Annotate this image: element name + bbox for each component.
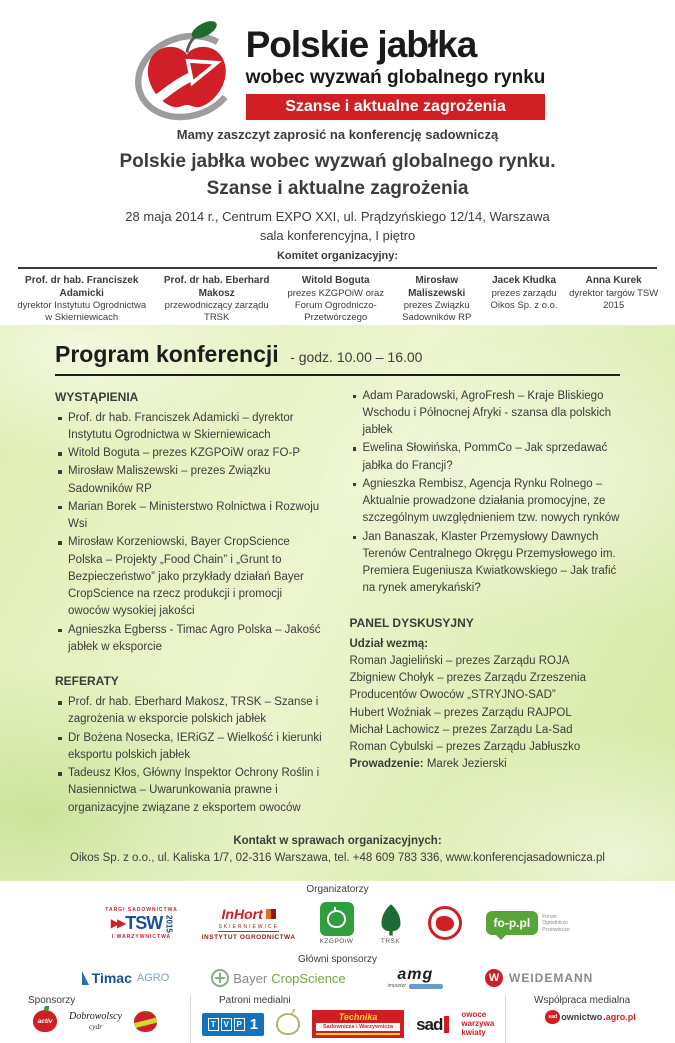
tsw-name: TSW — [125, 912, 163, 933]
media-label: Współpraca medialna — [534, 995, 631, 1007]
program-time: - godz. 10.00 – 16.00 — [290, 348, 423, 365]
member-name: Prof. dr hab. Eberhard Makosz — [163, 275, 270, 299]
technika-sadownicza-logo — [312, 1010, 404, 1038]
tsw-2015-logo — [105, 907, 177, 940]
brand-banner: Szanse i aktualne zagrożenia — [246, 94, 546, 120]
tsw-year: 2015 — [164, 914, 174, 933]
amg-logo — [388, 967, 443, 989]
program-columns — [55, 388, 620, 833]
weidemann-name: WEIDEMANN — [509, 971, 594, 986]
contact-block — [0, 833, 675, 882]
trsk-logo — [378, 902, 404, 945]
bayer-name: Bayer — [233, 970, 268, 986]
member-name: Mirosław Maliszewski — [408, 275, 466, 299]
patrons-label: Patroni medialni — [219, 995, 291, 1007]
inhort-squares-icon — [266, 909, 276, 919]
dobrowolscy-cydr-logo — [69, 1011, 122, 1031]
sad-name: sad — [416, 1014, 443, 1034]
weidemann-w-icon: W — [485, 969, 503, 987]
sad-magazine-logo — [416, 1016, 449, 1033]
tvp-letter: V — [221, 1018, 232, 1031]
trsk-tree-icon — [378, 902, 404, 936]
agropl-middle: ownictwo — [561, 1012, 603, 1023]
tsw-arrows-icon: ▶▶ — [110, 916, 124, 931]
kzgpoiw-logo — [320, 902, 354, 945]
program-title: Program konferencji — [55, 340, 279, 367]
panel-participant: Zbigniew Chołyk – prezes Zarządu Zrzeszenia Producentów Owoców „STRYJNO-SAD” — [349, 672, 586, 702]
media-patrons-group — [190, 995, 505, 1043]
bayer-cross-icon — [211, 969, 229, 987]
apple-tape-logo-icon — [134, 1011, 157, 1032]
committee-member — [155, 275, 277, 325]
kzgpoiw-caption: KZGPOiW — [319, 937, 354, 945]
panel-participant: Michał Lachowicz – prezes Zarządu La-Sad — [349, 723, 573, 736]
tsw-top-text: TARGI SADOWNICTWA — [105, 906, 178, 913]
wystapienia-heading: WYSTĄPIENIA — [55, 389, 139, 404]
organizers-row — [0, 895, 675, 951]
inhort-name: InHort — [221, 905, 263, 922]
member-name: Witold Boguta — [301, 275, 370, 286]
invitation-subtitle: Szanse i aktualne zagrożenia — [206, 178, 469, 200]
technika-name: Technika — [338, 1012, 378, 1023]
program-header — [55, 341, 620, 376]
list-item: Marian Borek – Ministerstwo Rolnictwa i Rozwoju Wsi — [55, 499, 326, 534]
owk-line: kwiaty — [461, 1027, 486, 1037]
committee-member — [286, 275, 386, 325]
owk-line: warzywa — [461, 1019, 495, 1029]
bayer-cropscience-logo — [211, 969, 345, 987]
agropl-apple-icon: sad — [545, 1010, 560, 1024]
committee-member — [488, 275, 561, 325]
invitation-date-place: 28 maja 2014 r., Centrum EXPO XXI, ul. Prądzyńskiego 12/14, Warszawa — [125, 208, 550, 224]
committee-heading: Komitet organizacyjny: — [276, 250, 399, 262]
technika-strip-icon — [316, 1033, 400, 1035]
member-role: przewodniczący zarządu TRSK — [164, 300, 269, 324]
organizers-label: Organizatorzy — [306, 884, 369, 896]
host-name: Marek Jezierski — [426, 758, 507, 771]
amg-importer-text: importer — [387, 983, 407, 990]
brand-title: Polskie jabłka — [245, 24, 477, 65]
tvp1-logo — [202, 1013, 264, 1036]
list-item: Mirosław Maliszewski – prezes Związku Sadowników RP — [55, 463, 326, 498]
bayer-sub: CropScience — [271, 970, 346, 986]
amg-brand-bar-icon — [409, 984, 443, 989]
list-item: Agnieszka Rembisz, Agencja Rynku Rolnego – Aktualnie prowadzone działania promocyjne, ze szczególnym uwzględnieniem tzw. nowych rynków — [350, 476, 621, 528]
panel-participant: Roman Cybulski – prezes Zarządu Jabłuszko — [349, 741, 581, 754]
brand-subtitle: wobec wyzwań globalnego rynku — [245, 66, 546, 88]
member-role: prezes Związku Sadowników RP — [402, 300, 472, 324]
brand-text-block — [246, 26, 546, 120]
timac-sail-icon — [82, 971, 89, 985]
referaty-list — [55, 694, 326, 817]
invitation-intro: Mamy zaszczyt zaprosić na konferencję sadowniczą — [176, 127, 499, 142]
list-item: Witold Boguta – prezes KZGPOiW oraz FO-P — [55, 445, 326, 462]
right-list — [350, 388, 621, 598]
contact-details: Oikos Sp. z o.o., ul. Kaliska 1/7, 02-316 Warszawa, tel. +48 609 783 336, www.konferencjasadownicza.pl — [70, 852, 605, 865]
kzgpoiw-apple-icon — [320, 902, 354, 936]
sponsors-group — [0, 995, 190, 1043]
trsk-caption: TRSK — [380, 937, 401, 945]
panel-host — [350, 756, 621, 773]
program-right-column — [350, 388, 621, 833]
technika-sub: Sadownicza i Warzywnicza — [316, 1023, 400, 1031]
host-label: Prowadzenie: — [349, 758, 424, 771]
list-item: Mirosław Korzeniowski, Bayer CropScience Polska – Projekty „Food Chain” i „Grunt to Bezpieczeństwo” jako przykłady działań Bayer CropScience na rzecz produkcji i promocji owoców wysokiej jakości — [55, 534, 326, 620]
sad-red-bar-icon — [444, 1016, 449, 1033]
fop-caption: Forum Ogrodniczo Przetwórcze — [542, 914, 570, 933]
inhort-logo — [202, 906, 296, 941]
owoce-warzywa-kwiaty-logo — [461, 1011, 494, 1037]
main-sponsors-label: Główni sponsorzy — [298, 954, 377, 966]
committee-member — [16, 275, 147, 325]
sponsors-label: Sponsorzy — [28, 995, 76, 1007]
program-left-column — [55, 388, 326, 833]
main-sponsors-row — [0, 965, 675, 991]
footer-bottom-row — [0, 995, 675, 1043]
invitation-room: sala konferencyjna, I piętro — [259, 227, 416, 243]
green-apple-ring-logo-icon — [276, 1013, 300, 1035]
committee-member — [394, 275, 480, 325]
list-item: Tadeusz Kłos, Główny Inspektor Ochrony Roślin i Nasiennictwa – Uwarunkowania prawne i organizacyjne związane z eksportem owoców — [55, 765, 326, 817]
list-item: Agnieszka Egberss - Timac Agro Polska – Jakość jabłek w eksporcie — [55, 622, 326, 657]
list-item: Jan Banaszak, Klaster Przemysłowy Dawnych Terenów Centralnego Okręgu Przemysłowego im. Premiera Eugeniusza Kwiatkowskiego – Jak trafić na rynek amerykański? — [350, 529, 621, 598]
list-item: Adam Paradowski, AgroFresh – Kraje Bliskiego Wschodu i Północnej Afryki - szansa dla polskich jabłek — [350, 388, 621, 440]
amg-name: amg — [397, 966, 434, 984]
panel-subheading: Udział wezmą: — [349, 637, 429, 650]
agropl-suffix: .agro.pl — [603, 1012, 636, 1023]
tvp-letter: P — [234, 1018, 245, 1031]
media-cooperation-group — [505, 995, 675, 1043]
timac-name: Timac — [91, 970, 132, 987]
committee — [0, 226, 675, 325]
tvp-letter: T — [208, 1018, 219, 1031]
sadownictwo-agro-pl-logo — [545, 1010, 636, 1024]
zwiazek-sadownikow-rp-logo — [428, 906, 462, 940]
member-role: prezes KZGPOiW oraz Forum Ogrodniczo-Przetwórczego — [287, 287, 385, 324]
footer — [0, 881, 675, 1037]
panel-participant: Hubert Woźniak – prezes Zarządu RAJPOL — [349, 706, 572, 719]
apple-arrow-logo-icon — [130, 16, 240, 126]
invitation — [0, 126, 675, 243]
member-name: Prof. dr hab. Franciszek Adamicki — [25, 275, 139, 299]
referaty-heading: REFERATY — [55, 674, 119, 689]
list-item: Prof. dr hab. Franciszek Adamicki – dyrektor Instytutu Ogrodnictwa w Skierniewicach — [55, 410, 326, 445]
member-role: dyrektor targów TSW 2015 — [569, 287, 659, 311]
tvp-number: 1 — [249, 1015, 259, 1033]
panel-participant: Roman Jagieliński – prezes Zarządu ROJA — [349, 654, 570, 667]
list-item: Prof. dr hab. Eberhard Makosz, TRSK – Szanse i zagrożenia w eksporcie polskich jabłek — [55, 694, 326, 729]
activ-logo — [33, 1010, 57, 1032]
inhort-subtitle: INSTYTUT OGRODNICTWA — [201, 933, 296, 941]
member-name: Anna Kurek — [585, 275, 642, 286]
tsw-bottom-text: I WARZYWNICTWA — [111, 933, 172, 940]
header — [0, 0, 675, 126]
inhort-city: SKIERNIEWICE — [218, 923, 279, 930]
activ-name: activ — [37, 1017, 53, 1025]
member-name: Jacek Kłudka — [492, 275, 557, 286]
wystapienia-list — [55, 410, 326, 657]
member-role: dyrektor Instytutu Ogrodnictwa w Skierniewicach — [17, 300, 147, 324]
program-section — [0, 325, 675, 882]
timac-agro-logo — [82, 970, 170, 986]
owk-line: owoce — [461, 1010, 487, 1020]
list-item: Ewelina Słowińska, PommCo – Jak sprzedawać jabłka do Francji? — [350, 440, 621, 475]
panel-heading: PANEL DYSKUSYJNY — [349, 615, 474, 630]
list-item: Dr Bożena Nosecka, IERiGZ – Wielkość i kierunki eksportu polskich jabłek — [55, 730, 326, 765]
committee-row — [0, 269, 675, 325]
fo-p-pl-logo — [486, 911, 570, 935]
invitation-title: Polskie jabłka wobec wyzwań globalnego rynku. — [119, 150, 556, 172]
weidemann-logo — [485, 969, 593, 987]
fop-bubble: fo-p.pl — [486, 911, 539, 935]
dobrowolscy-name: Dobrowolscy — [69, 1011, 122, 1023]
timac-sub: AGRO — [136, 972, 170, 985]
member-role: prezes zarządu Oikos Sp. z o.o. — [490, 287, 558, 311]
contact-heading: Kontakt w sprawach organizacyjnych: — [233, 834, 442, 847]
committee-member — [568, 275, 659, 325]
zsrp-emblem-icon — [428, 906, 462, 940]
dobrowolscy-sub: cydr — [88, 1022, 103, 1032]
